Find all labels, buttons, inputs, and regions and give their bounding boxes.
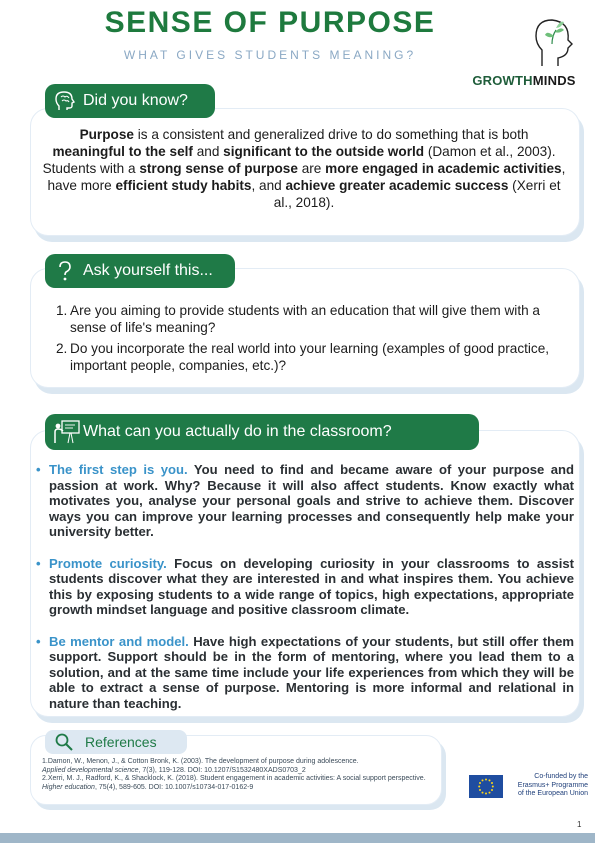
bold-segment: strong sense of purpose [139,161,298,176]
text-segment: (Xerri et al., 2018). [273,178,561,210]
bold-segment: efficient study habits [115,178,252,193]
classroom-heading [45,414,479,450]
bold-segment: more engaged in academic activities [325,161,562,176]
page-title: SENSE OF PURPOSE [104,6,436,39]
page-subtitle: WHAT GIVES STUDENTS MEANING? [123,48,417,62]
text-segment: (Damon et al., 2003). Students with a [42,144,556,176]
list-item: • Promote curiosity. Focus on developing curiosity in your classrooms to assist students discover what they are interested in and what inspires them. You achieve this by exposing students to a wide range of topics, high expectations, appropriate growth mindset language and positive classroom climate. [36,555,574,617]
bullet-dot: • [36,555,41,571]
references-text [42,758,442,792]
classroom-title: What can you actually do in the classroom? [83,423,392,440]
text-segment: and [192,144,224,159]
references-heading: References [45,730,187,754]
brand-minds: MINDS [532,73,576,88]
bold-segment: Purpose [79,127,134,142]
bold-segment: significant to the outside world [223,144,425,159]
did-you-know-text [42,126,566,211]
bullet-dot: • [36,633,41,649]
reference-2: 2.Xerri, M. J., Radford, K., & Shacklock, K. (2018). Student engagement in academic activities: A social support perspective. Higher education, 75(4), 589-605. DOI: 10.1007/s10734-017-0162-9 [42,775,426,791]
classroom-items [36,462,574,727]
list-item: • The first step is you. You need to find and became aware of your purpose and passion at work. Why? Because it will also affect students. Know exactly what motivates you, analyse your personal goals and strive to achieve them. Discover ways you can improve your learning processes and consequently help make your university better. [36,462,575,539]
did-you-know-title: Did you know? [83,92,188,109]
text-segment: is a consistent and generalized drive to do something that is both [133,127,529,142]
teacher-board-icon [53,419,77,443]
magnifier-icon [54,732,74,752]
growthminds-logo [462,73,586,88]
ask-yourself-list [56,302,566,378]
brand-growth: GROWTH [472,73,533,88]
list-item: 1. Are you aiming to provide students with an education that will give them with a sense of life's meaning? [56,303,540,335]
list-item: 2. Do you incorporate the real world into your learning (examples of good practice, important people, companies, etc.)? [56,341,550,373]
bottom-bar [0,833,595,843]
page-number: 1 [577,820,582,829]
ask-yourself-title: Ask yourself this... [83,262,213,279]
did-you-know-heading [45,84,215,118]
eu-funding-text: Co-funded by the Erasmus+ Programme of the European Union [517,773,588,797]
list-item: • Be mentor and model. Have high expectations of your students, but still offer them support. Support should be in the form of mentoring, where you lead them to a solution, and at the same time include your life experiences from which they will be able to extract a sense of purpose. Mentoring is more informal and relational in nature than teaching. [36,633,574,711]
ask-yourself-heading [45,254,235,288]
brain-head-icon [53,89,77,113]
bold-segment: meaningful to the self [52,144,193,159]
text-segment: , have more [47,161,566,193]
head-with-plant-icon [528,14,578,70]
bold-segment: achieve greater academic success [285,178,509,193]
reference-1: 1.Damon, W., Menon, J., & Cotton Bronk, K. (2003). The development of purpose during adolescence. Applied developmental science, 7(3), 119-128. DOI: 10.1207/S1532480XADS0703_2 [42,758,359,774]
question-mark-icon [53,259,77,283]
bullet-dot: • [36,462,41,477]
text-segment: are [297,161,326,176]
eu-flag-icon [469,775,503,798]
text-segment: , and [251,178,286,193]
